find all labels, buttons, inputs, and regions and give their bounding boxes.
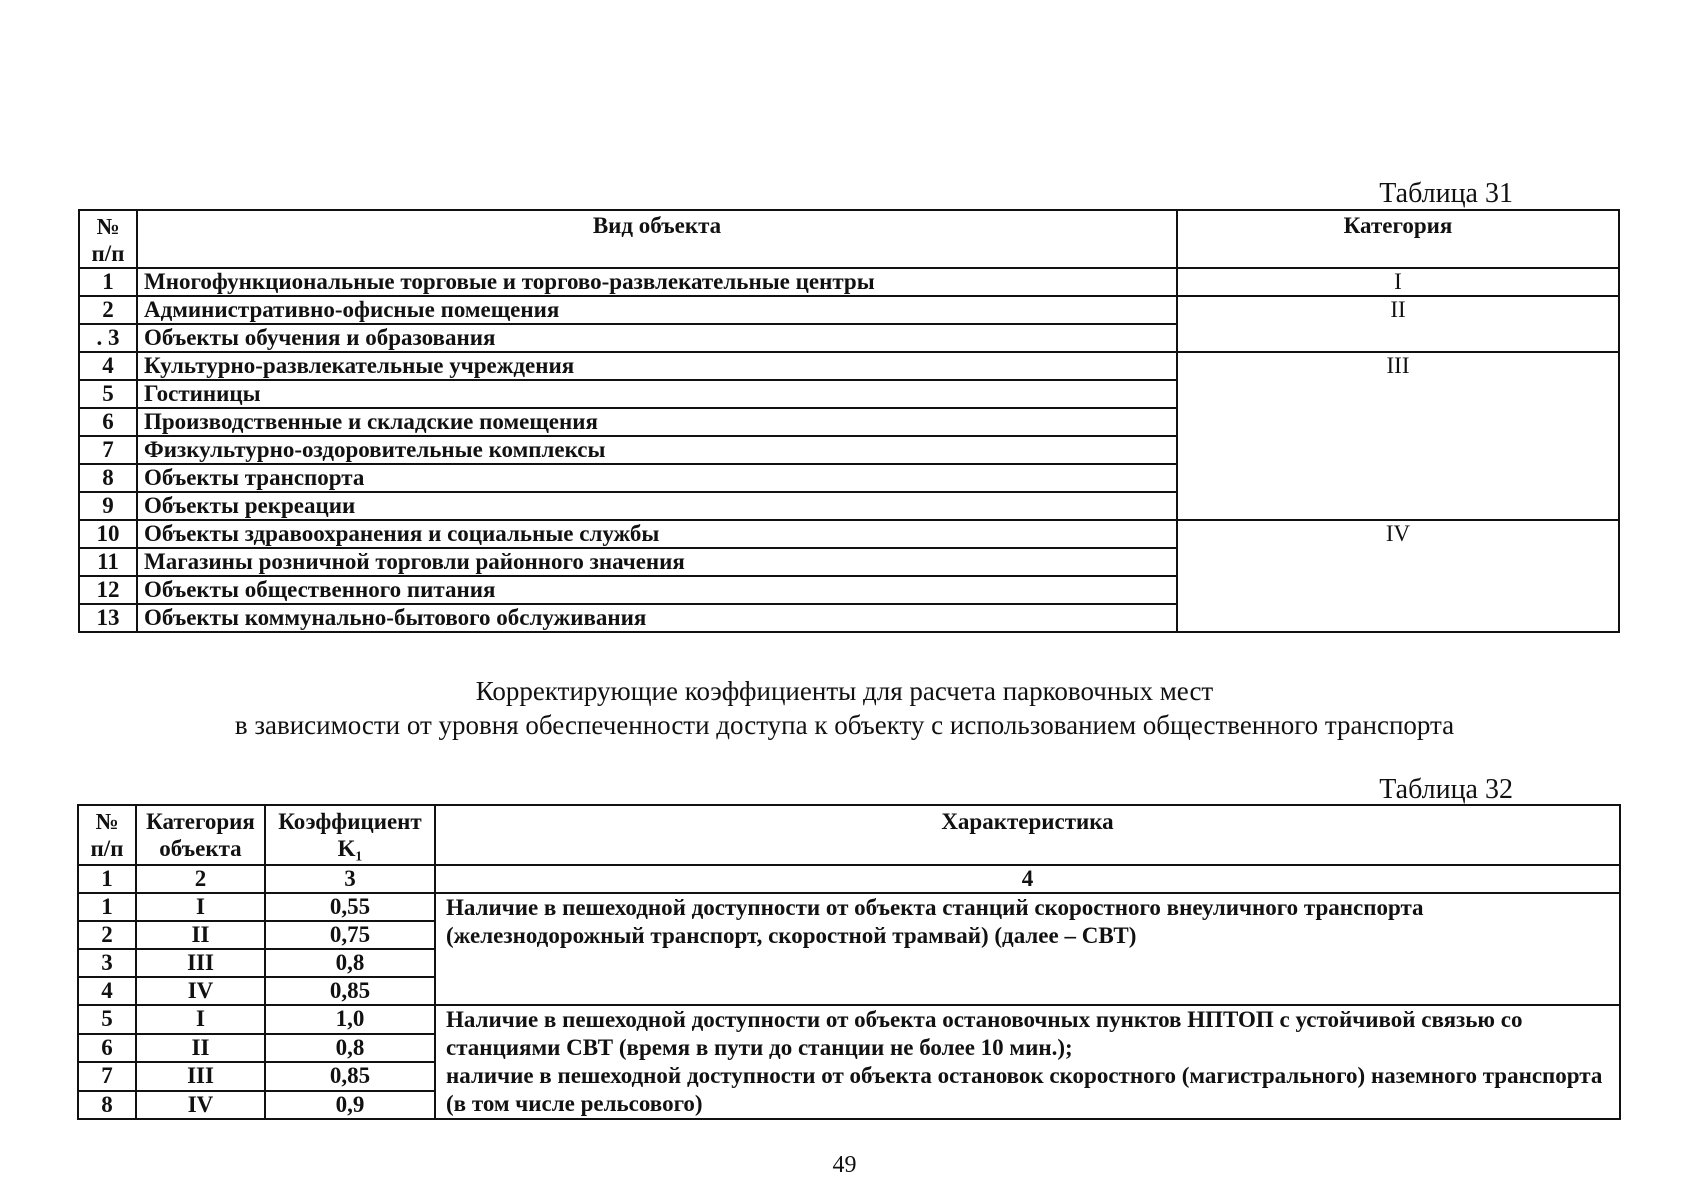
header-characteristic: Характеристика [435,805,1620,865]
row-num: . 3 [79,324,137,352]
column-index-row [78,865,1620,893]
index-cell: 1 [78,865,136,893]
header-num: № п/п [78,805,136,865]
table-32-label: Таблица 32 [1379,774,1513,805]
row-num: 1 [78,893,136,921]
row-name: Производственные и складские помещения [137,408,1177,436]
row-num: 1 [79,268,137,296]
row-name: Многофункциональные торговые и торгово-развлекательные центры [137,268,1177,296]
row-category: III [136,949,265,977]
row-name: Культурно-развлекательные учреждения [137,352,1177,380]
row-num: 8 [79,464,137,492]
row-category: I [136,1005,265,1034]
category-cell: III [1177,352,1619,520]
row-coefficient: 1,0 [265,1005,435,1034]
row-coefficient: 0,55 [265,893,435,921]
table-31-label: Таблица 31 [1379,178,1513,209]
row-num: 6 [78,1034,136,1063]
row-coefficient: 0,85 [265,1062,435,1091]
row-num: 7 [78,1062,136,1091]
row-category: IV [136,977,265,1005]
row-category: IV [136,1091,265,1120]
table-row [78,1005,1620,1034]
table-row [79,296,1619,324]
row-category: I [136,893,265,921]
row-name: Объекты рекреации [137,492,1177,520]
row-num: 4 [78,977,136,1005]
table-row [79,268,1619,296]
row-num: 2 [79,296,137,324]
header-object-category: Категория объекта [136,805,265,865]
row-num: 4 [79,352,137,380]
row-category: II [136,1034,265,1063]
table-row [78,893,1620,921]
row-coefficient: 0,85 [265,977,435,1005]
row-name: Магазины розничной торговли районного значения [137,548,1177,576]
row-name: Физкультурно-оздоровительные комплексы [137,436,1177,464]
row-num: 12 [79,576,137,604]
header-num: № п/п [79,210,137,268]
row-coefficient: 0,75 [265,921,435,949]
row-num: 5 [79,380,137,408]
row-name: Объекты общественного питания [137,576,1177,604]
row-category: III [136,1062,265,1091]
characteristic-cell-1: Наличие в пешеходной доступности от объекта станций скоростного внеуличного транспорта (железнодорожный транспорт, скоростной трамвай) (далее – СВТ) [435,893,1620,1005]
row-coefficient: 0,8 [265,949,435,977]
section-heading-line-1: Корректирующие коэффициенты для расчета парковочных мест [475,676,1214,706]
row-num: 7 [79,436,137,464]
row-category: II [136,921,265,949]
index-cell: 4 [435,865,1620,893]
row-num: 6 [79,408,137,436]
row-num: 10 [79,520,137,548]
row-num: 8 [78,1091,136,1120]
header-category: Категория [1177,210,1619,268]
row-name: Объекты обучения и образования [137,324,1177,352]
category-cell: II [1177,296,1619,352]
index-cell: 2 [136,865,265,893]
header-object-type: Вид объекта [137,210,1177,268]
category-cell: IV [1177,520,1619,632]
category-cell: I [1177,268,1619,296]
row-coefficient: 0,9 [265,1091,435,1120]
row-name: Административно-офисные помещения [137,296,1177,324]
table-row [79,352,1619,380]
row-name: Объекты здравоохранения и социальные службы [137,520,1177,548]
row-name: Объекты коммунально-бытового обслуживания [137,604,1177,632]
row-num: 13 [79,604,137,632]
row-num: 11 [79,548,137,576]
row-num: 9 [79,492,137,520]
row-num: 2 [78,921,136,949]
table-31 [78,209,1620,633]
index-cell: 3 [265,865,435,893]
table-32 [77,804,1621,1120]
row-num: 3 [78,949,136,977]
page-number: 49 [832,1152,857,1178]
table-row [79,520,1619,548]
header-coefficient: Коэффициент K₁ [265,805,435,865]
row-name: Объекты транспорта [137,464,1177,492]
row-name: Гостиницы [137,380,1177,408]
characteristic-cell-2: Наличие в пешеходной доступности от объекта остановочных пунктов НПТОП с устойчивой связью со станциями СВТ (время в пути до станции не более 10 мин.); наличие в пешеходной доступности от объекта остановок скоростного (магистрального) наземного транспорта (в том числе рельсового) [435,1005,1620,1119]
row-num: 5 [78,1005,136,1034]
section-heading-line-2: в зависимости от уровня обеспеченности доступа к объекту с использованием общественного транспорта [234,710,1455,740]
row-coefficient: 0,8 [265,1034,435,1063]
